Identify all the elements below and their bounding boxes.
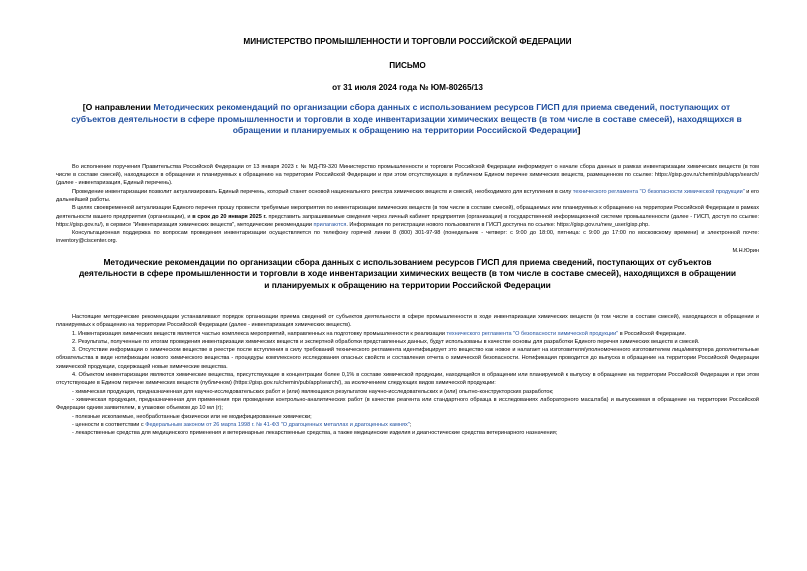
recommendations-item-1 bbox=[56, 330, 759, 338]
subject-link[interactable]: Методических рекомендаций по организации сбора данных с использованием ресурсов ГИСП для приема сведений, поступающих от субъектов деятельности в сфере промышленности и торговли в ходе инвентаризации химических веществ (в том числе в составе смесей), находящихся в обращении и планируемых к обращению на территории Российской Федерации bbox=[71, 102, 742, 136]
federal-law-link[interactable]: Федеральным законом от 26 марта 1998 г. № 41-ФЗ "О драгоценных металлах и драгоценных камнях" bbox=[145, 421, 410, 428]
exclusion-item-4 bbox=[56, 421, 759, 429]
letter-paragraph-3 bbox=[56, 204, 759, 229]
letter-p2-tail: и его дальнейшей работы. bbox=[56, 188, 760, 203]
subject-prefix: [О направлении bbox=[82, 102, 154, 112]
date-number-heading: от 31 июля 2024 года № ЮМ-80265/13 bbox=[332, 83, 483, 92]
ministry-heading: МИНИСТЕРСТВО ПРОМЫШЛЕННОСТИ И ТОРГОВЛИ РОССИЙСКОЙ ФЕДЕРАЦИИ bbox=[243, 37, 572, 46]
document-subject bbox=[66, 102, 747, 137]
letter-p3-text: В целях своевременной актуализации Единого перечня прошу провести требуемые мероприятия по инвентаризации химических веществ (в том числе в составе смесей), обращаемых или планируемых к обращению на территории Российской Федерации в рамках деятельности вашего предприятия (организации), и bbox=[56, 205, 759, 220]
li4-tail: ; bbox=[409, 421, 412, 428]
signature: М.Н.Юрин bbox=[732, 247, 759, 254]
exclusion-item-1: - химическая продукция, предназначенная для научно-исследовательских работ и (или) являющаяся результатом научно-исследовательских и (или) опытно-конструкторских разработок; bbox=[72, 388, 554, 395]
letter-p3-tail: . Информация по регистрации нового пользователя в ГИСП доступна по ссылке: https://gisp.gov.ru/new_user/gisp.php. bbox=[346, 221, 650, 228]
li4-text: - ценности в соответствии с bbox=[72, 421, 146, 428]
item1-regulation-link[interactable]: технического регламента "О безопасности химической продукции" bbox=[446, 330, 619, 337]
attachments-link[interactable]: прилагаются bbox=[313, 221, 347, 228]
exclusion-item-5: - лекарственные средства для медицинского применения и ветеринарные лекарственные средства, а также медицинские изделия и диагностические средства ветеринарного назначения; bbox=[72, 430, 558, 437]
letter-p2-text: Проведение инвентаризации позволит актуализировать Единый перечень, который станет основой национального реестра химических веществ и смесей, необходимого для вступления в силу bbox=[72, 188, 573, 195]
letter-paragraph-2 bbox=[56, 188, 759, 205]
recommendations-item-2: 2. Результаты, полученные по итогам проведения инвентаризации химических веществ и экспертной обработки представленных данных, будут использованы в качестве основы для разработки Единого перечня химических веществ и смесей. bbox=[72, 338, 700, 345]
item1-tail: в Российской Федерации. bbox=[618, 330, 687, 337]
letter-paragraph-1: Во исполнение поручения Правительства Российской Федерации от 13 января 2023 г. № МД-П9-320 Министерство промышленности и торговли Российской Федерации информирует о начале сбора данных в рамках инвентаризации химических веществ (в том числе в составе смесей), находящихся в обращении и планируемых к обращению на территории Российской Федерации и при этом отсутствующих в публичном Едином перечне химических веществ, размещенном по ссылке: https://gisp.gov.ru/chemin/pub/app/search/ (далее - инвентаризация, Единый перечень). bbox=[56, 163, 759, 187]
subject-close: ] bbox=[577, 125, 581, 136]
exclusion-item-3: - полезные ископаемые, необработанные физически или не модифицированные химически; bbox=[72, 413, 312, 420]
item1-text: 1. Инвентаризация химических веществ является частью комплекса мероприятий, направленных на подготовку промышленности к реализации bbox=[72, 330, 447, 337]
doc-type-heading: ПИСЬМО bbox=[389, 61, 426, 70]
tech-regulation-link[interactable]: технического регламента "О безопасности химической продукции" bbox=[572, 188, 745, 195]
recommendations-intro: Настоящие методические рекомендации устанавливают порядок организации приема сведений от субъектов деятельности в сфере промышленности в ходе инвентаризации химических веществ (в том числе в составе смесей), находящихся в обращении и планируемых к обращению на территории Российской Федерации (далее - инвентаризация химических веществ). bbox=[56, 313, 759, 329]
letter-paragraph-4: Консультационная поддержка по вопросам проведения инвентаризации осуществляется по телефону горячей линии 8 (800) 301-97-98 (понедельник - четверг: с 9:00 до 18:00, пятница: с 9:00 до 17:00 по московскому времени) и электронной почте: inventory@ciscenter.org. bbox=[56, 230, 759, 245]
deadline-text: в срок до 20 января 2025 г. bbox=[192, 213, 267, 220]
recommendations-item-4: 4. Объектом инвентаризации являются химические вещества, присутствующие в концентрации более 0,1% в составе химической продукции, находящейся в обращении или планируемой к выпуску в обращение на территории Российской Федерации и при этом отсутствующие в Едином перечне химических веществ (публичном) (https://gisp.gov.ru/chemin/pub/app/search/), за исключением следующих видов химической продукции: bbox=[56, 372, 759, 387]
recommendations-item-3: 3. Отсутствие информации о химическом веществе в реестре после вступления в силу требований технического регламента идентифицирует это вещество как новое и налагает на изготовителя/уполномоченного изготовителем лица/импортера дополнительные обязательства в виде нотификации нового химического вещества - процедуры комплексного исследования опасных свойств и составления отчета о химической безопасности. Нотификация проводится до выпуска в обращение на территории Российской Федерации химической продукции, содержащей новые химические вещества. bbox=[56, 347, 759, 370]
exclusion-item-2: - химическая продукция, предназначенная для применения при проведении контрольно-аналитических работ (в качестве реагента или стандартного образца в исследованиях лабораторного масштаба) и выпускаемая в обращение на территории Российской Федерации одним заявителем, в упаковке объемом до 10 мл (г); bbox=[56, 396, 759, 412]
letter-p3-mid: представить запрашиваемые сведения через личный кабинет предприятия (организации) в государственной информационной системе промышленности (далее - ГИСП, доступ по ссылке: https://gisp.gov.ru/), в сервисе "Инвентаризация химических веществ", методические рекомендации bbox=[56, 213, 759, 228]
recommendations-title: Методические рекомендации по организации сбора данных с использованием ресурсов ГИСП для приема сведений, поступающих от субъектов деятельности в сфере промышленности и торговли в ходе инвентаризации химических веществ (в том числе в составе смесей), находящихся в обращении и планируемых к обращению на территории Российской Федерации bbox=[78, 256, 737, 290]
